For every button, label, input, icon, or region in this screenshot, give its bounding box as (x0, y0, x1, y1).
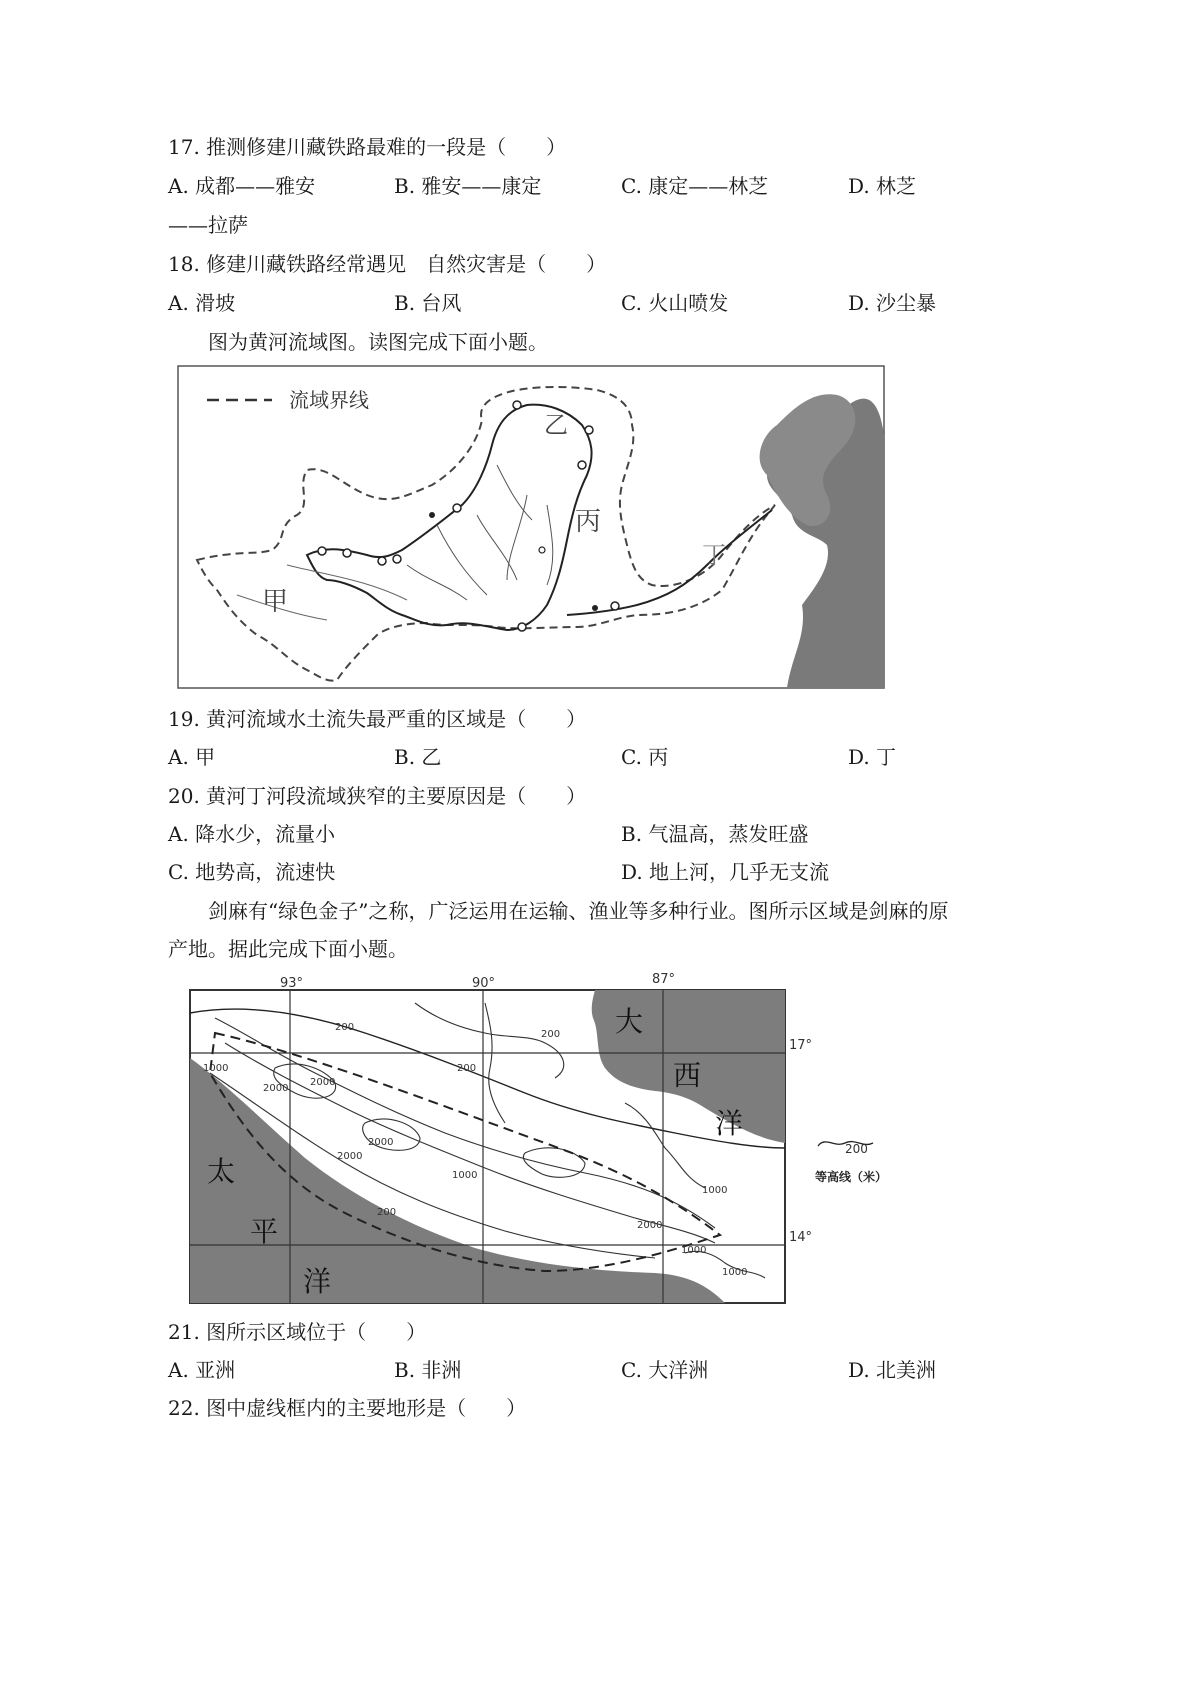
contour-label: 2000 (637, 1220, 663, 1231)
q21-option-b: B. 非洲 (394, 1358, 462, 1382)
contour-label: 1000 (203, 1063, 229, 1074)
legend-contour-label: 等高线（米） (815, 1170, 888, 1184)
contour-label: 2000 (337, 1151, 363, 1162)
contour-label: 200 (377, 1207, 397, 1218)
q20-option-d: D. 地上河，几乎无支流 (621, 860, 830, 884)
q19-option-d: D. 丁 (848, 745, 897, 769)
lon-label-87: 87° (652, 973, 676, 987)
q18-option-b: B. 台风 (394, 291, 462, 315)
pacific-char-3: 洋 (303, 1265, 332, 1298)
q18-stem: 18. 修建川藏铁路经常遇见 自然灾害是（ ） (168, 252, 607, 276)
q21-option-a: A. 亚洲 (168, 1358, 236, 1382)
q18-option-d: D. 沙尘暴 (848, 291, 937, 315)
sisal-region-map (185, 973, 905, 1308)
sisal-intro-line2: 产地。据此完成下面小题。 (168, 937, 408, 961)
label-yi: 乙 (544, 411, 568, 439)
q22-stem: 22. 图中虚线框内的主要地形是（ ） (168, 1396, 527, 1420)
contour-label: 2000 (368, 1137, 394, 1148)
q17-option-c: C. 康定——林芝 (621, 174, 769, 198)
lat-label-17: 17° (789, 1038, 813, 1053)
q18-option-a: A. 滑坡 (168, 291, 236, 315)
contour-label: 1000 (722, 1267, 748, 1278)
atlantic-char-2: 西 (673, 1059, 702, 1092)
lon-label-93: 93° (280, 976, 304, 991)
atlantic-char-3: 洋 (715, 1107, 744, 1140)
contour-label: 200 (335, 1022, 355, 1033)
lon-label-90: 90° (472, 976, 496, 991)
q17-option-d: D. 林芝 (848, 174, 917, 198)
label-ding: 丁 (702, 541, 726, 569)
q19-option-b: B. 乙 (394, 745, 442, 769)
contour-label: 2000 (310, 1077, 336, 1088)
atlantic-char-1: 大 (615, 1005, 644, 1038)
q19-stem: 19. 黄河流域水土流失最严重的区域是（ ） (168, 707, 587, 731)
pacific-char-1: 太 (207, 1155, 236, 1188)
q19-option-a: A. 甲 (168, 745, 216, 769)
contour-label: 1000 (681, 1245, 707, 1256)
yellow-river-basin-map (177, 365, 885, 689)
contour-label: 2000 (263, 1083, 289, 1094)
contour-label: 200 (541, 1029, 561, 1040)
sisal-intro-line1: 剑麻有“绿色金子”之称，广泛运用在运输、渔业等多种行业。图所示区域是剑麻的原 (208, 899, 949, 923)
q17-option-b: B. 雅安——康定 (394, 174, 542, 198)
q17-option-d-continued: ——拉萨 (168, 213, 248, 237)
q20-option-c: C. 地势高，流速快 (168, 860, 336, 884)
q21-stem: 21. 图所示区域位于（ ） (168, 1320, 427, 1344)
q21-option-c: C. 大洋洲 (621, 1358, 709, 1382)
legend-contour-value: 200 (845, 1142, 868, 1156)
lat-label-14: 14° (789, 1230, 813, 1245)
q21-option-d: D. 北美洲 (848, 1358, 937, 1382)
contour-label: 1000 (452, 1170, 478, 1181)
q17-option-a: A. 成都——雅安 (168, 174, 316, 198)
label-jia: 甲 (262, 587, 289, 617)
q20-stem: 20. 黄河丁河段流域狭窄的主要原因是（ ） (168, 784, 587, 808)
pacific-char-2: 平 (250, 1215, 279, 1248)
legend-basin-boundary: 流域界线 (289, 388, 369, 412)
q19-option-c: C. 丙 (621, 745, 669, 769)
contour-label: 200 (457, 1063, 477, 1074)
q17-stem: 17. 推测修建川藏铁路最难的一段是（ ） (168, 135, 567, 159)
yellow-river-intro: 图为黄河流域图。读图完成下面小题。 (208, 330, 548, 354)
q20-option-b: B. 气温高，蒸发旺盛 (621, 822, 809, 846)
label-bing: 丙 (575, 507, 602, 537)
contour-label: 1000 (702, 1185, 728, 1196)
q20-option-a: A. 降水少，流量小 (168, 822, 336, 846)
q18-option-c: C. 火山喷发 (621, 291, 729, 315)
